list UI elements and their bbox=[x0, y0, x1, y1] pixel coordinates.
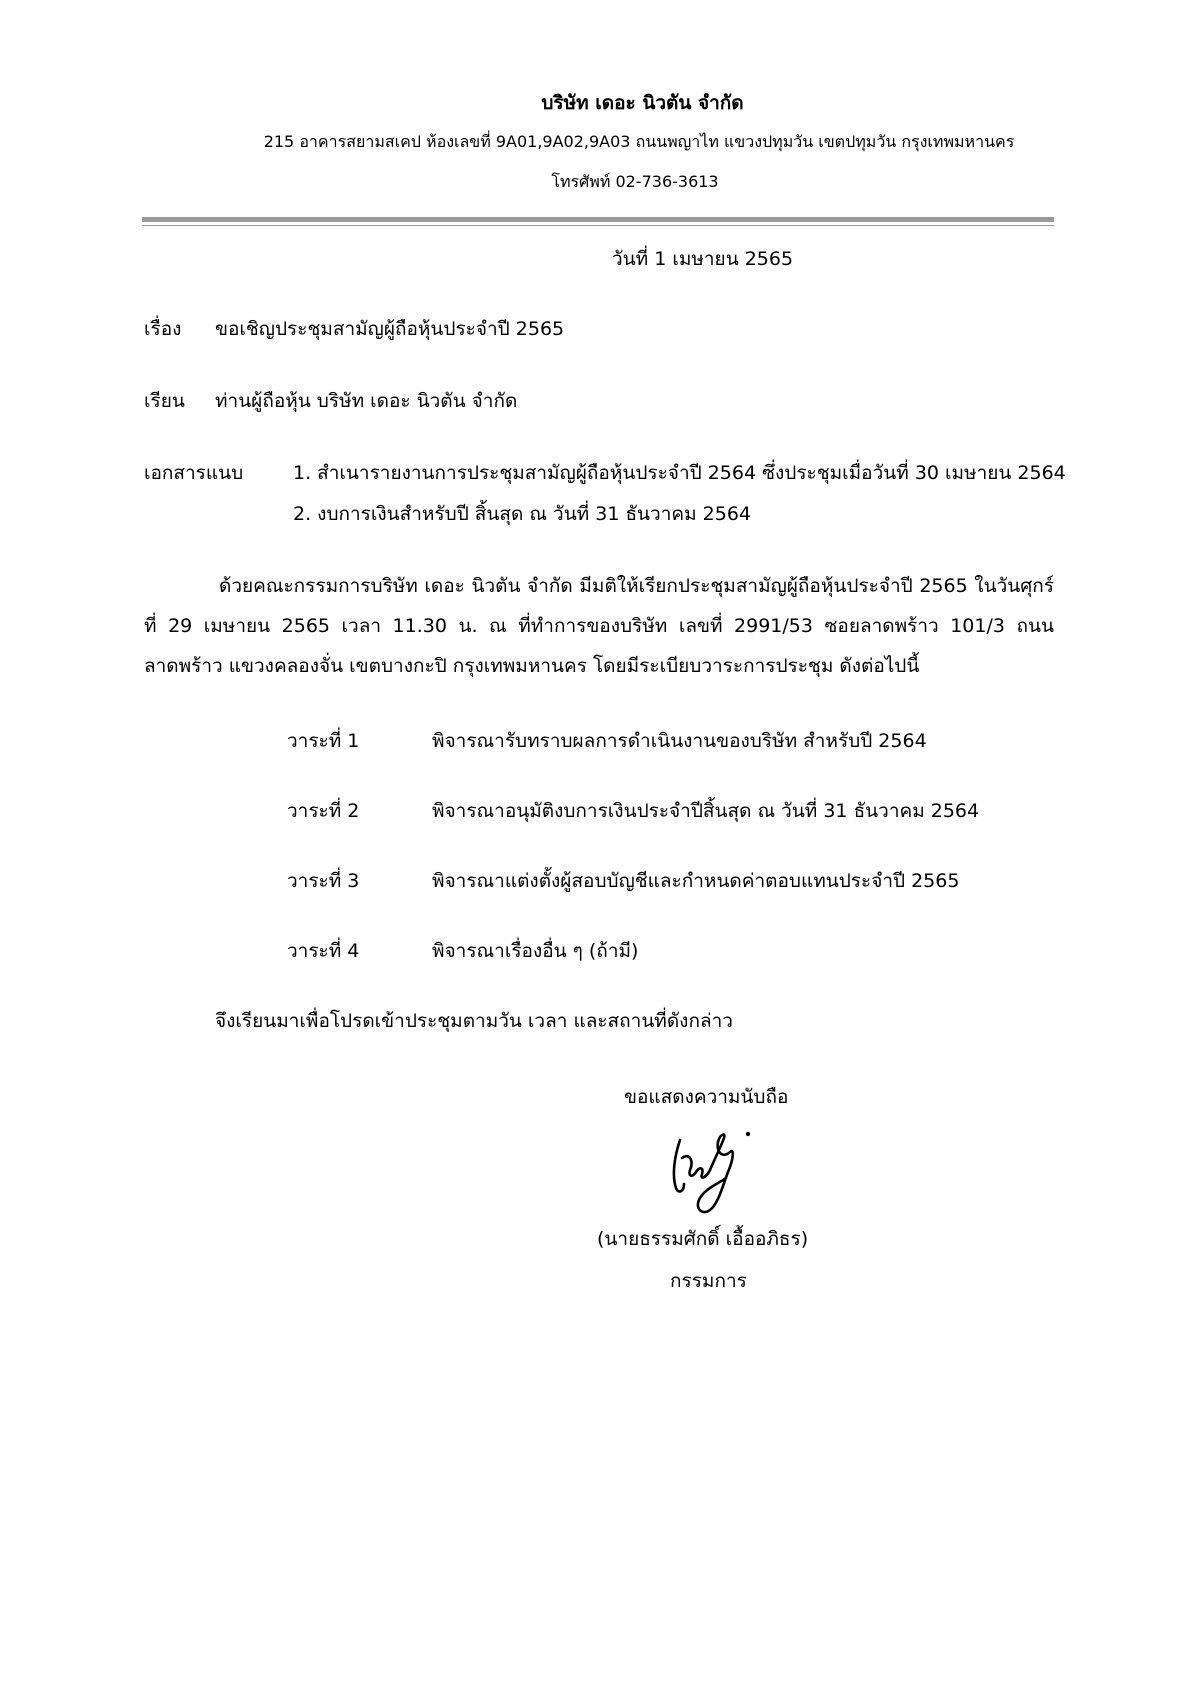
letterhead-divider bbox=[142, 217, 1054, 222]
agenda-item-text: พิจารณารับทราบผลการดำเนินงานของบริษัท สำหรับปี 2564 bbox=[432, 730, 927, 752]
agenda-item-text: พิจารณาเรื่องอื่น ๆ (ถ้ามี) bbox=[432, 940, 639, 962]
attachment-item: 2. งบการเงินสำหรับปี สิ้นสุด ณ วันที่ 31 ธันวาคม 2564 bbox=[293, 503, 752, 525]
agenda-item-text: พิจารณาแต่งตั้งผู้สอบบัญชีและกำหนดค่าตอบแทนประจำปี 2565 bbox=[432, 870, 960, 892]
regards-text: ขอแสดงความนับถือ bbox=[624, 1086, 789, 1108]
body-paragraph bbox=[144, 566, 1054, 686]
signer-name: (นายธรรมศักดิ์ เอื้ออภิธร) bbox=[597, 1228, 809, 1250]
agenda-number: วาระที่ 1 bbox=[287, 730, 360, 752]
attachments-label: เอกสารแนบ bbox=[144, 462, 244, 484]
closing-line: จึงเรียนมาเพื่อโปรดเข้าประชุมตามวัน เวลา และสถานที่ดังกล่าว bbox=[215, 1010, 733, 1032]
handwritten-signature bbox=[660, 1118, 780, 1223]
signer-position: กรรมการ bbox=[670, 1270, 747, 1292]
company-phone: โทรศัพท์ 02-736-3613 bbox=[551, 172, 719, 191]
recipient-label: เรียน bbox=[144, 390, 185, 412]
agenda-number: วาระที่ 2 bbox=[287, 800, 360, 822]
subject-label: เรื่อง bbox=[144, 318, 182, 340]
attachment-item: 1. สำเนารายงานการประชุมสามัญผู้ถือหุ้นประจำปี 2564 ซึ่งประชุมเมื่อวันที่ 30 เมษายน 2564 bbox=[293, 462, 1066, 484]
subject-text: ขอเชิญประชุมสามัญผู้ถือหุ้นประจำปี 2565 bbox=[215, 318, 565, 340]
company-name: บริษัท เดอะ นิวตัน จำกัด bbox=[541, 92, 744, 114]
company-address: 215 อาคารสยามสเคป ห้องเลขที่ 9A01,9A02,9A03 ถนนพญาไท แขวงปทุมวัน เขตปทุมวัน กรุงเทพมหานคร bbox=[263, 132, 1015, 151]
agenda-number: วาระที่ 3 bbox=[287, 870, 360, 892]
recipient-text: ท่านผู้ถือหุ้น บริษัท เดอะ นิวตัน จำกัด bbox=[215, 390, 518, 412]
body-paragraph-text: ด้วยคณะกรรมการบริษัท เดอะ นิวตัน จำกัด มีมติให้เรียกประชุมสามัญผู้ถือหุ้นประจำปี 2565 ในวันศุกร์ที่ 29 เมษายน 2565 เวลา 11.30 น. ณ ที่ทำการของบริษัท เลขที่ 2991/53 ซอยลาดพร้าว 101/3 ถนนลาดพร้าว แขวงคลองจั่น เขตบางกะปิ กรุงเทพมหานคร โดยมีระเบียบวาระการประชุม ดังต่อไปนี้ bbox=[144, 575, 1054, 677]
agenda-item-text: พิจารณาอนุมัติงบการเงินประจำปีสิ้นสุด ณ วันที่ 31 ธันวาคม 2564 bbox=[432, 800, 980, 822]
agenda-number: วาระที่ 4 bbox=[287, 940, 360, 962]
letter-date: วันที่ 1 เมษายน 2565 bbox=[612, 248, 794, 270]
letterhead-divider-thin bbox=[142, 225, 1054, 226]
